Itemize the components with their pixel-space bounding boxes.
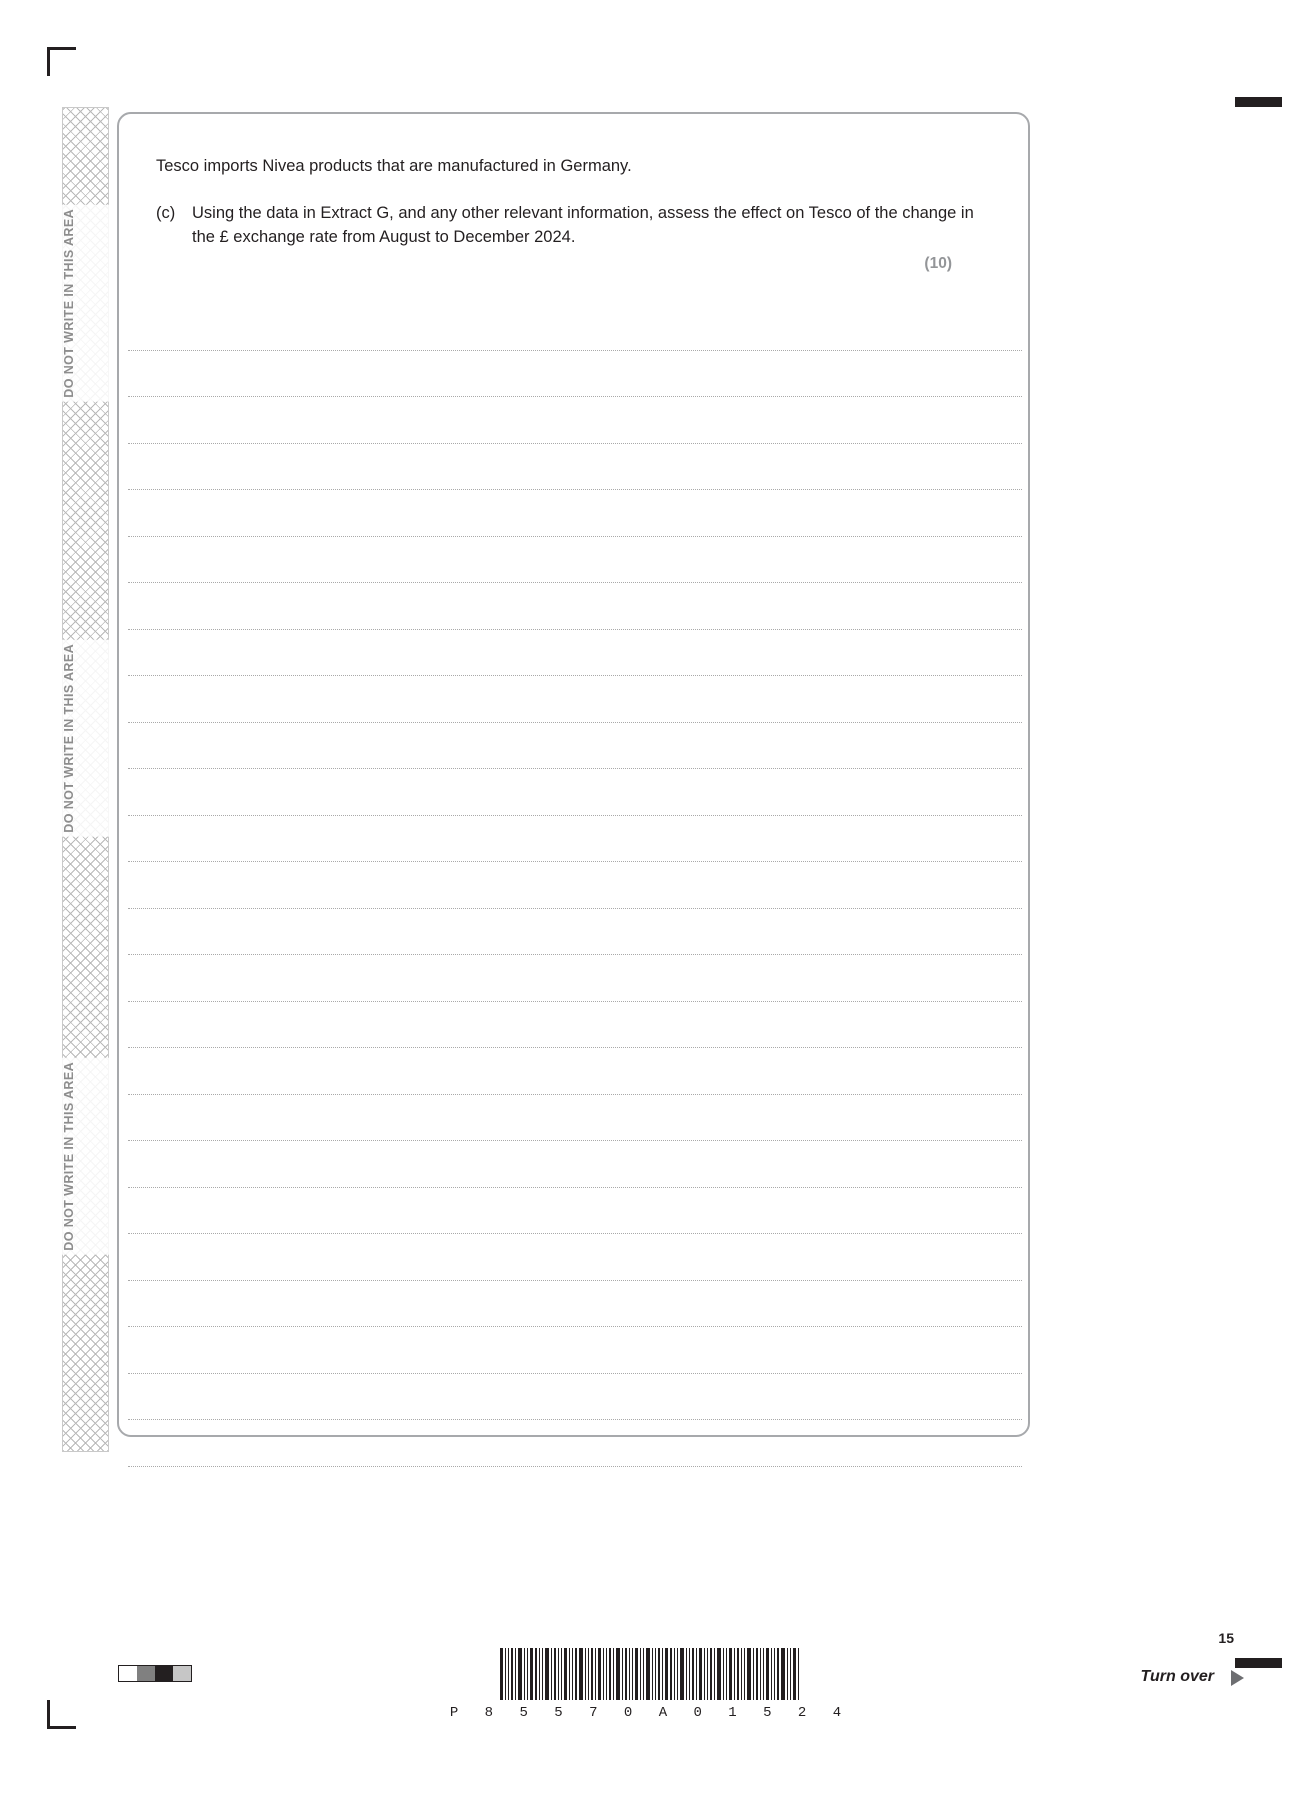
answer-line[interactable]	[128, 1420, 1022, 1467]
barcode-number: P 8 5 5 7 0 A 0 1 5 2 4	[449, 1705, 851, 1721]
barcode-bar	[569, 1648, 570, 1700]
barcode-bar	[625, 1648, 627, 1700]
swatch-cell	[119, 1666, 137, 1681]
barcode-bar	[545, 1648, 549, 1700]
answer-line[interactable]	[128, 1048, 1022, 1095]
answer-line[interactable]	[128, 351, 1022, 398]
barcode-bar	[515, 1648, 516, 1700]
question-part-text: Using the data in Extract G, and any other relevant information, assess the effect on Tesco of the change in the £ exchange rate from August to December 2024.	[192, 204, 974, 247]
barcode-bar	[564, 1648, 567, 1700]
barcode-bar	[717, 1648, 721, 1700]
barcode-bar	[793, 1648, 796, 1700]
barcode-bar	[572, 1648, 573, 1700]
barcode-bar	[652, 1648, 653, 1700]
barcode-bar	[551, 1648, 552, 1700]
barcode-bar	[542, 1648, 543, 1700]
barcode-bar	[505, 1648, 506, 1700]
swatch-cell	[155, 1666, 173, 1681]
answer-line[interactable]	[128, 1234, 1022, 1281]
barcode-bar	[530, 1648, 533, 1700]
barcode-bar	[658, 1648, 660, 1700]
barcode-bar	[527, 1648, 528, 1700]
barcode-bar	[575, 1648, 577, 1700]
do-not-write-warning-1: DO NOT WRITE IN THIS AREA	[62, 205, 109, 402]
answer-line[interactable]	[128, 304, 1022, 351]
barcode-bar	[635, 1648, 638, 1700]
turn-over-arrow-icon	[1231, 1670, 1244, 1686]
answer-line[interactable]	[128, 676, 1022, 723]
barcode-bar	[535, 1648, 537, 1700]
barcode-bar	[680, 1648, 684, 1700]
barcode-bar	[686, 1648, 687, 1700]
barcode-bar	[734, 1648, 735, 1700]
barcode-bar	[747, 1648, 751, 1700]
barcode-bar	[616, 1648, 620, 1700]
answer-line[interactable]	[128, 955, 1022, 1002]
barcode	[430, 1648, 870, 1721]
barcode-bar	[741, 1648, 742, 1700]
registration-bar-bottom	[1235, 1658, 1282, 1668]
barcode-bar	[771, 1648, 772, 1700]
do-not-write-warning-2: DO NOT WRITE IN THIS AREA	[62, 640, 109, 837]
barcode-bar	[558, 1648, 559, 1700]
swatch-cell	[173, 1666, 191, 1681]
barcode-bar	[744, 1648, 745, 1700]
barcode-bar	[763, 1648, 764, 1700]
barcode-bar	[696, 1648, 697, 1700]
answer-line[interactable]	[128, 1374, 1022, 1421]
barcode-bar	[588, 1648, 589, 1700]
barcode-bar	[622, 1648, 623, 1700]
barcode-bar	[665, 1648, 668, 1700]
barcode-bar	[714, 1648, 715, 1700]
barcode-bar	[655, 1648, 656, 1700]
answer-line[interactable]	[128, 1095, 1022, 1142]
question-part-label: (c)	[156, 204, 176, 222]
question-marks: (10)	[924, 255, 952, 272]
question-part-c	[156, 201, 986, 250]
do-not-write-warning-3: DO NOT WRITE IN THIS AREA	[62, 1058, 109, 1255]
answer-line[interactable]	[128, 816, 1022, 863]
turn-over-label: Turn over	[1140, 1668, 1214, 1685]
crop-mark-top-left	[47, 47, 76, 76]
answer-line[interactable]	[128, 769, 1022, 816]
barcode-bar	[606, 1648, 607, 1700]
barcode-bar	[603, 1648, 604, 1700]
barcode-bar	[662, 1648, 663, 1700]
barcode-bar	[726, 1648, 727, 1700]
barcode-bar	[511, 1648, 513, 1700]
barcode-bar	[613, 1648, 614, 1700]
barcode-bar	[539, 1648, 540, 1700]
barcode-bar	[707, 1648, 708, 1700]
barcode-bar	[787, 1648, 788, 1700]
answer-line[interactable]	[128, 1188, 1022, 1235]
barcode-bar	[760, 1648, 761, 1700]
answer-line[interactable]	[128, 862, 1022, 909]
answer-line[interactable]	[128, 1002, 1022, 1049]
answer-panel	[117, 112, 1030, 1437]
barcode-bar	[699, 1648, 702, 1700]
page-number: 15	[1218, 1630, 1234, 1646]
barcode-bar	[710, 1648, 712, 1700]
barcode-bar	[524, 1648, 525, 1700]
barcode-bar	[609, 1648, 611, 1700]
answer-line[interactable]	[128, 444, 1022, 491]
barcode-bar	[692, 1648, 694, 1700]
barcode-bar	[777, 1648, 779, 1700]
answer-line[interactable]	[128, 397, 1022, 444]
barcode-bar	[798, 1648, 799, 1700]
answer-line[interactable]	[128, 909, 1022, 956]
barcode-bar	[591, 1648, 593, 1700]
question-intro: Tesco imports Nivea products that are manufactured in Germany.	[156, 157, 632, 175]
barcode-bar	[640, 1648, 641, 1700]
barcode-bar	[723, 1648, 724, 1700]
barcode-bar	[781, 1648, 785, 1700]
barcode-bar	[756, 1648, 758, 1700]
barcode-bar	[579, 1648, 583, 1700]
barcode-bar	[677, 1648, 678, 1700]
answer-line[interactable]	[128, 583, 1022, 630]
barcode-bar	[646, 1648, 650, 1700]
swatch-cell	[137, 1666, 155, 1681]
barcode-bar	[674, 1648, 675, 1700]
barcode-bar	[689, 1648, 690, 1700]
barcode-bar	[632, 1648, 633, 1700]
greyscale-calibration-swatch	[118, 1665, 192, 1682]
barcode-bar	[508, 1648, 509, 1700]
answer-line[interactable]	[128, 723, 1022, 770]
barcode-bar	[790, 1648, 791, 1700]
answer-line[interactable]	[128, 1141, 1022, 1188]
barcode-bar	[500, 1648, 503, 1700]
barcode-bar	[629, 1648, 630, 1700]
answer-lines[interactable]	[128, 304, 1022, 1467]
barcode-bar	[643, 1648, 644, 1700]
barcode-bar	[753, 1648, 754, 1700]
barcode-bar	[561, 1648, 562, 1700]
answer-line[interactable]	[128, 1281, 1022, 1328]
barcode-bars	[430, 1648, 870, 1700]
barcode-bar	[737, 1648, 739, 1700]
barcode-bar	[670, 1648, 672, 1700]
barcode-bar	[774, 1648, 775, 1700]
answer-line[interactable]	[128, 1327, 1022, 1374]
barcode-bar	[518, 1648, 522, 1700]
barcode-bar	[598, 1648, 601, 1700]
barcode-bar	[704, 1648, 705, 1700]
barcode-bar	[766, 1648, 769, 1700]
crop-mark-bottom-left	[47, 1700, 76, 1729]
barcode-bar	[554, 1648, 556, 1700]
barcode-bar	[729, 1648, 732, 1700]
barcode-bar	[585, 1648, 586, 1700]
registration-bar-top	[1235, 97, 1282, 107]
answer-line[interactable]	[128, 490, 1022, 537]
barcode-bar	[595, 1648, 596, 1700]
answer-line[interactable]	[128, 630, 1022, 677]
answer-line[interactable]	[128, 537, 1022, 584]
